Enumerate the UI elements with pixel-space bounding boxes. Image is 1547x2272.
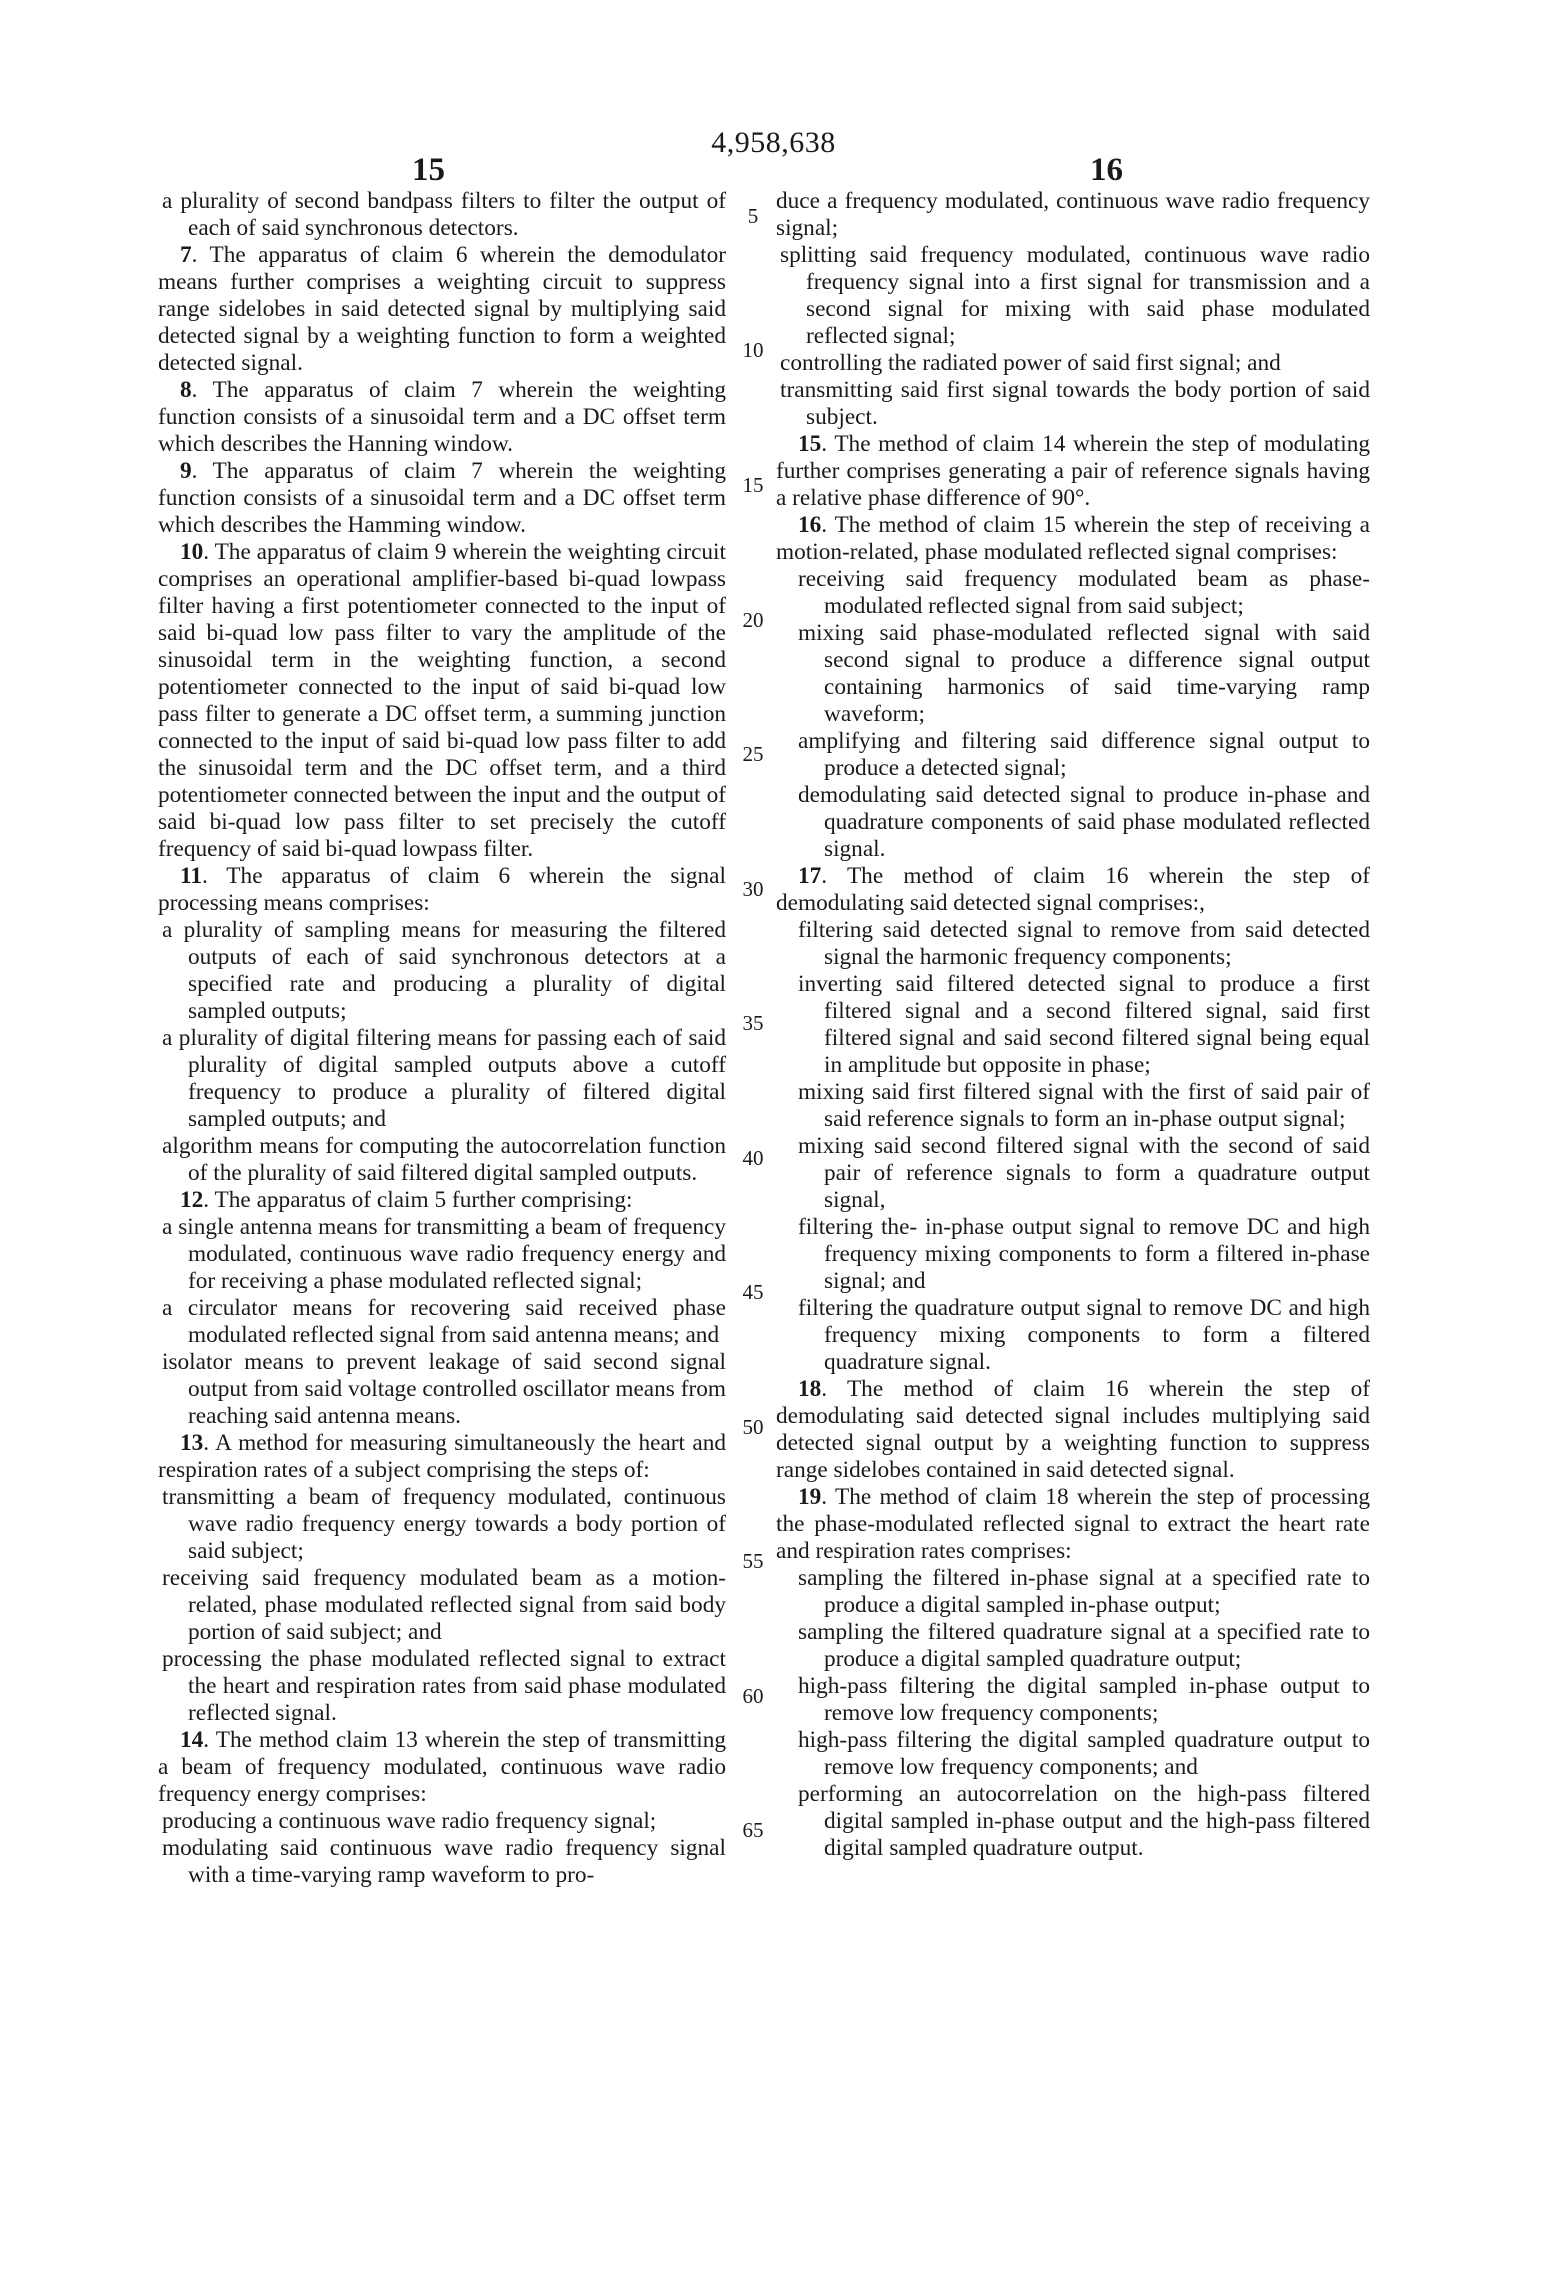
- claim-text: sampling the filtered quadrature signal at a specified rate to produce a digital sampled quadrature output;: [798, 1619, 1370, 1672]
- claim-text: a circulator means for recovering said received phase modulated reflected signal from said antenna means; and: [162, 1295, 726, 1348]
- claim-text: a plurality of second bandpass filters to filter the output of each of said synchronous detectors.: [162, 188, 726, 241]
- claim-text: demodulating said detected signal to produce in-phase and quadrature components of said phase modulated reflected signal.: [798, 782, 1370, 862]
- claim-paragraph: [158, 1430, 726, 1484]
- right-column: [776, 188, 1370, 1862]
- claim-text: . The method of claim 16 wherein the step of demodulating said detected signal includes multiplying said detected signal output by a weighting function to suppress range sidelobes contained in said detected signal.: [776, 1376, 1370, 1483]
- claim-clause: [798, 620, 1370, 728]
- claim-number: 10: [180, 539, 204, 565]
- claim-clause: [162, 1295, 726, 1349]
- claim-clause: [798, 1565, 1370, 1619]
- claim-text: . The apparatus of claim 6 wherein the demodulator means further comprises a weighting circuit to suppress range sidelobes in said detected signal by multiplying said detected signal by a weighting function to form a weighted detected signal.: [158, 242, 726, 376]
- claim-text: transmitting a beam of frequency modulated, continuous wave radio frequency energy towards a body portion of said subject;: [162, 1484, 726, 1564]
- claim-clause: [776, 188, 1370, 242]
- claim-number: 7: [180, 242, 192, 268]
- claim-text: a plurality of digital filtering means for passing each of said plurality of digital sampled outputs above a cutoff frequency to produce a plurality of filtered digital sampled outputs; and: [162, 1025, 726, 1132]
- margin-line-number: 5: [747, 204, 759, 228]
- claim-clause: [798, 1781, 1370, 1862]
- claim-text: mixing said phase-modulated reflected signal with said second signal to produce a difference signal output containing harmonics of said time-varying ramp waveform;: [798, 620, 1370, 727]
- claim-text: . The apparatus of claim 7 wherein the weighting function consists of a sinusoidal term and a DC offset term which describes the Hamming window.: [158, 458, 726, 538]
- claim-clause: [162, 188, 726, 242]
- claim-paragraph: [776, 431, 1370, 512]
- claim-text: mixing said first filtered signal with the first of said pair of said reference signals to form an in-phase output signal;: [798, 1079, 1370, 1132]
- claim-number: 17: [798, 863, 822, 889]
- claim-text: mixing said second filtered signal with the second of said pair of reference signals to form a quadrature output signal,: [798, 1133, 1370, 1213]
- claim-clause: [162, 1214, 726, 1295]
- claim-text: . The method of claim 15 wherein the step of receiving a motion-related, phase modulated reflected signal comprises:: [776, 512, 1370, 565]
- claim-text: . The apparatus of claim 7 wherein the weighting function consists of a sinusoidal term and a DC offset term which describes the Hanning window.: [158, 377, 726, 457]
- claim-clause: [162, 1484, 726, 1565]
- claim-text: inverting said filtered detected signal to produce a first filtered signal and a second filtered signal, said first filtered signal and said second filtered signal being equal in amplitude but opposite in phase;: [798, 971, 1370, 1078]
- claim-text: . A method for measuring simultaneously the heart and respiration rates of a subject comprising the steps of:: [158, 1430, 726, 1483]
- claim-number: 18: [798, 1376, 822, 1402]
- claim-text: . The apparatus of claim 9 wherein the weighting circuit comprises an operational amplifier-based bi-quad lowpass filter having a first potentiometer connected to the input of said bi-quad low pass filter to vary the amplitude of the sinusoidal term in the weighting function, a second potentiometer connected to the input of said bi-quad low pass filter to generate a DC offset term, a summing junction connected to the input of said bi-quad low pass filter to add the sinusoidal term and the DC offset term, and a third potentiometer connected between the input and the output of said bi-quad low pass filter to set precisely the cutoff frequency of said bi-quad lowpass filter.: [158, 539, 726, 862]
- claim-text: isolator means to prevent leakage of said second signal output from said voltage controlled oscillator means from reaching said antenna means.: [162, 1349, 726, 1429]
- claim-text: filtering the- in-phase output signal to remove DC and high frequency mixing components to form a filtered in-phase signal; and: [798, 1214, 1370, 1294]
- margin-line-number: 55: [742, 1549, 764, 1573]
- claim-text: producing a continuous wave radio frequency signal;: [162, 1808, 657, 1834]
- claim-clause: [798, 1727, 1370, 1781]
- claim-text: . The method of claim 14 wherein the step of modulating further comprises generating a pair of reference signals having a relative phase difference of 90°.: [776, 431, 1370, 511]
- claim-clause: [798, 1295, 1370, 1376]
- claim-clause: [798, 1079, 1370, 1133]
- claim-text: controlling the radiated power of said first signal; and: [780, 350, 1281, 376]
- claim-text: . The method of claim 18 wherein the step of processing the phase-modulated reflected signal to extract the heart rate and respiration rates comprises:: [776, 1484, 1370, 1564]
- claim-number: 13: [180, 1430, 204, 1456]
- claim-paragraph: [776, 1484, 1370, 1565]
- margin-line-number: 15: [742, 473, 764, 497]
- claim-paragraph: [158, 242, 726, 377]
- claim-number: 12: [180, 1187, 204, 1213]
- claim-clause: [162, 1646, 726, 1727]
- claim-text: high-pass filtering the digital sampled in-phase output to remove low frequency components;: [798, 1673, 1370, 1726]
- claim-clause: [798, 1133, 1370, 1214]
- page-number-left: 15: [412, 152, 445, 188]
- claim-paragraph: [776, 512, 1370, 566]
- claim-text: . The apparatus of claim 5 further comprising:: [203, 1187, 633, 1213]
- margin-line-number: 40: [742, 1146, 764, 1170]
- margin-line-number: 45: [742, 1280, 764, 1304]
- claim-text: duce a frequency modulated, continuous wave radio frequency signal;: [776, 188, 1370, 241]
- claim-paragraph: [158, 1187, 726, 1214]
- claim-text: filtering said detected signal to remove from said detected signal the harmonic frequency components;: [798, 917, 1370, 970]
- claim-paragraph: [776, 1376, 1370, 1484]
- claim-text: splitting said frequency modulated, continuous wave radio frequency signal into a first signal for transmission and a second signal for mixing with said phase modulated reflected signal;: [780, 242, 1370, 349]
- claim-text: high-pass filtering the digital sampled quadrature output to remove low frequency components; and: [798, 1727, 1370, 1780]
- claim-number: 8: [180, 377, 192, 403]
- margin-line-number: 50: [742, 1415, 764, 1439]
- margin-line-number: 65: [742, 1818, 764, 1842]
- claim-number: 19: [798, 1484, 822, 1510]
- claim-clause: [780, 242, 1370, 350]
- claim-number: 16: [798, 512, 822, 538]
- claim-clause: [798, 1673, 1370, 1727]
- claim-text: transmitting said first signal towards the body portion of said subject.: [780, 377, 1370, 430]
- claim-clause: [798, 1619, 1370, 1673]
- claim-clause: [798, 566, 1370, 620]
- claim-paragraph: [158, 539, 726, 863]
- claim-clause: [162, 1349, 726, 1430]
- claim-text: . The apparatus of claim 6 wherein the signal processing means comprises:: [158, 863, 726, 916]
- claim-number: 14: [180, 1727, 204, 1753]
- claim-text: filtering the quadrature output signal to remove DC and high frequency mixing components to form a filtered quadrature signal.: [798, 1295, 1370, 1375]
- claim-number: 15: [798, 431, 822, 457]
- claim-number: 9: [180, 458, 192, 484]
- left-column: [158, 188, 726, 1889]
- claim-clause: [798, 971, 1370, 1079]
- claim-text: a single antenna means for transmitting a beam of frequency modulated, continuous wave radio frequency energy and for receiving a phase modulated reflected signal;: [162, 1214, 726, 1294]
- claim-paragraph: [158, 377, 726, 458]
- claim-clause: [162, 1808, 726, 1835]
- claim-number: 11: [180, 863, 203, 889]
- patent-number: 4,958,638: [711, 126, 836, 159]
- claim-text: processing the phase modulated reflected signal to extract the heart and respiration rates from said phase modulated reflected signal.: [162, 1646, 726, 1726]
- margin-line-number: 60: [742, 1684, 764, 1708]
- claim-paragraph: [158, 458, 726, 539]
- claim-clause: [798, 728, 1370, 782]
- margin-line-number: 30: [742, 877, 764, 901]
- claim-text: receiving said frequency modulated beam as a motion-related, phase modulated reflected signal from said body portion of said subject; and: [162, 1565, 726, 1645]
- claim-text: algorithm means for computing the autocorrelation function of the plurality of said filtered digital sampled outputs.: [162, 1133, 726, 1186]
- margin-line-number: 25: [742, 742, 764, 766]
- margin-line-number: 35: [742, 1011, 764, 1035]
- page-number-right: 16: [1090, 152, 1123, 188]
- claim-clause: [162, 1835, 726, 1889]
- claim-text: modulating said continuous wave radio frequency signal with a time-varying ramp waveform to pro-: [162, 1835, 726, 1888]
- claim-text: . The method of claim 16 wherein the step of demodulating said detected signal comprises:,: [776, 863, 1370, 916]
- claim-paragraph: [776, 863, 1370, 917]
- claim-text: receiving said frequency modulated beam as phase-modulated reflected signal from said subject;: [798, 566, 1370, 619]
- claim-clause: [162, 1025, 726, 1133]
- claim-clause: [798, 1214, 1370, 1295]
- claim-clause: [162, 1133, 726, 1187]
- claim-clause: [798, 917, 1370, 971]
- claim-text: performing an autocorrelation on the high-pass filtered digital sampled in-phase output and the high-pass filtered digital sampled quadrature output.: [798, 1781, 1370, 1861]
- claim-paragraph: [158, 863, 726, 917]
- margin-line-number: 20: [742, 608, 764, 632]
- claim-clause: [780, 350, 1370, 377]
- claim-clause: [780, 377, 1370, 431]
- claim-paragraph: [158, 1727, 726, 1808]
- claim-text: sampling the filtered in-phase signal at a specified rate to produce a digital sampled in-phase output;: [798, 1565, 1370, 1618]
- claim-clause: [798, 782, 1370, 863]
- claim-clause: [162, 917, 726, 1025]
- claim-clause: [162, 1565, 726, 1646]
- margin-line-number: 10: [742, 338, 764, 362]
- claim-text: a plurality of sampling means for measuring the filtered outputs of each of said synchronous detectors at a specified rate and producing a plurality of digital sampled outputs;: [162, 917, 726, 1024]
- claim-text: amplifying and filtering said difference signal output to produce a detected signal;: [798, 728, 1370, 781]
- claim-text: . The method claim 13 wherein the step of transmitting a beam of frequency modulated, continuous wave radio frequency energy comprises:: [158, 1727, 726, 1807]
